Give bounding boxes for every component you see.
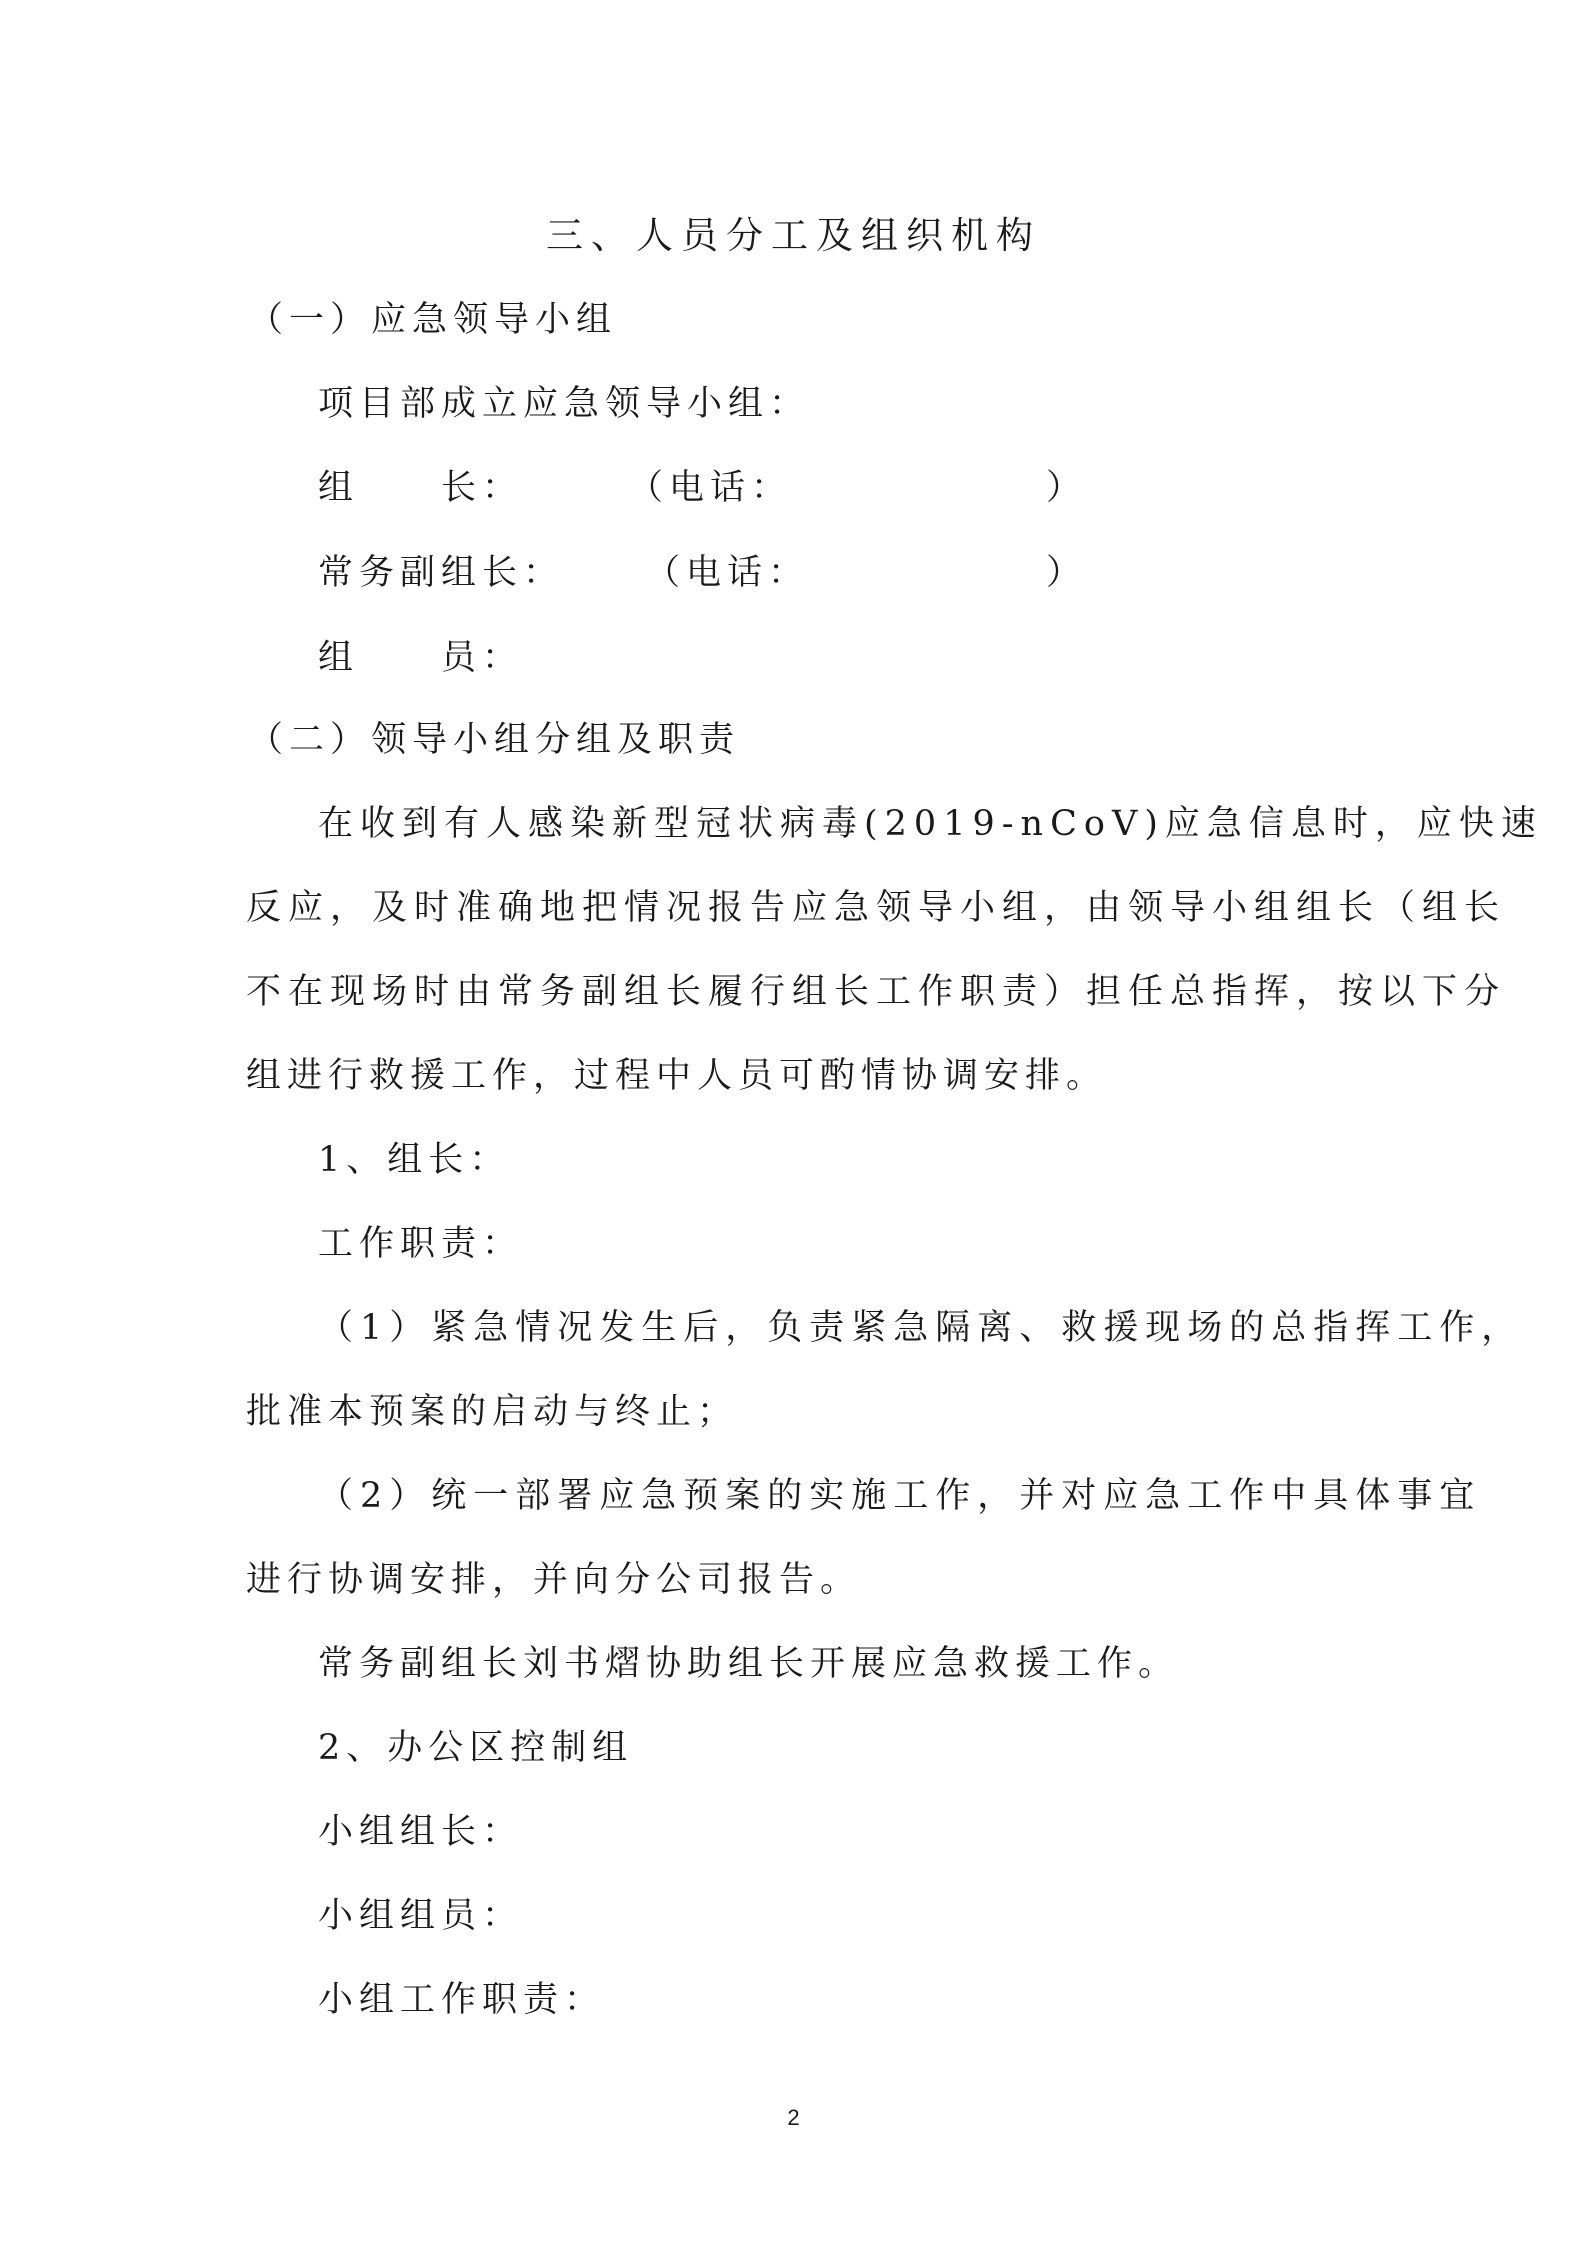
deputy-assist: 常务副组长刘书熠协助组长开展应急救援工作。 [318,1644,1180,1684]
section1-intro: 项目部成立应急领导小组： [318,384,811,424]
duty1-line-1: （1）紧急情况发生后，负责紧急隔离、救援现场的总指挥工作， [318,1308,1524,1348]
group-duties-label: 小组工作职责： [318,1980,606,2020]
duties-label: 工作职责： [318,1224,524,1264]
section1-heading: （一）应急领导小组 [248,300,618,340]
leader-phone-close: ） [1046,468,1088,508]
leader-label: 组 长： [318,468,524,508]
group-members-label: 小组组员： [318,1896,524,1936]
duty2-line-2: 进行协调安排，并向分公司报告。 [246,1560,862,1600]
group-leader-label: 小组组长： [318,1812,524,1852]
deputy-phone-open: （电话： [645,553,810,593]
leader-phone-open: （电话： [628,468,793,508]
item1-title: 1、组长： [318,1140,511,1180]
paragraph-line-3: 不在现场时由常务副组长履行组长工作职责）担任总指挥，按以下分 [246,972,1507,1012]
duty2-line-1: （2）统一部署应急预案的实施工作，并对应急工作中具体事宜 [318,1476,1482,1516]
members-label: 组 员： [318,638,524,678]
paragraph-line-2: 反应，及时准确地把情况报告应急领导小组，由领导小组组长（组长 [246,888,1507,928]
paragraph-line-1: 在收到有人感染新型冠状病毒(2019-nCoV)应急信息时，应快速 [318,804,1543,844]
duty1-line-2: 批准本预案的启动与终止； [246,1392,739,1432]
item2-title: 2、办公区控制组 [318,1728,634,1768]
deputy-phone-close: ） [1046,553,1088,593]
deputy-label: 常务副组长： [318,553,565,593]
page-title: 三、人员分工及组织机构 [546,214,1041,257]
paragraph-line-4: 组进行救援工作，过程中人员可酌情协调安排。 [246,1056,1108,1096]
page-number: 2 [787,2105,800,2130]
section2-heading: （二）领导小组分组及职责 [248,720,741,760]
